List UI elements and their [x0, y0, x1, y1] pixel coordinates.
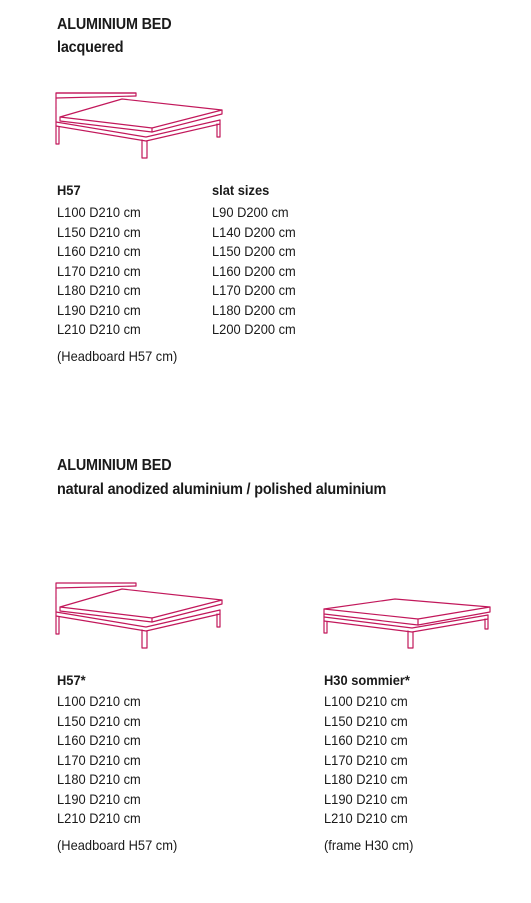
list-item: L210 D210 cm: [57, 321, 141, 337]
list-item: L180 D210 cm: [324, 771, 408, 787]
list-item: L190 D210 cm: [57, 301, 141, 318]
list-item: L200 D200 cm: [212, 321, 296, 337]
list-item: L150 D210 cm: [57, 712, 141, 729]
list-item: L190 D210 cm: [324, 790, 408, 807]
section1-right-heading: slat sizes: [212, 182, 270, 198]
list-item: L170 D200 cm: [212, 282, 296, 298]
list-item: L100 D210 cm: [57, 693, 141, 709]
list-item: L210 D210 cm: [324, 810, 408, 826]
list-item: L160 D210 cm: [324, 732, 408, 748]
list-item: L90 D200 cm: [212, 204, 289, 220]
list-item: L180 D210 cm: [57, 771, 141, 787]
list-item: L170 D210 cm: [324, 751, 408, 768]
list-item: L140 D200 cm: [212, 223, 296, 240]
section1-subtitle: lacquered: [57, 39, 124, 56]
bed-with-headboard-drawing: [52, 580, 227, 652]
section1-left-size-list: [57, 203, 148, 340]
section1-left-heading: H57: [57, 182, 81, 198]
sommier-drawing: [320, 597, 495, 652]
section2-right-size-list: [324, 692, 415, 829]
list-item: L150 D210 cm: [324, 712, 408, 729]
section2-left-note: (Headboard H57 cm): [57, 837, 178, 853]
list-item: L170 D210 cm: [57, 262, 141, 279]
section1-right-size-list: [212, 203, 303, 340]
bed-with-headboard-drawing: [52, 90, 227, 162]
section2-title: ALUMINIUM BED: [57, 457, 172, 474]
list-item: L150 D210 cm: [57, 223, 141, 240]
list-item: L150 D200 cm: [212, 243, 296, 259]
section2-right-note: (frame H30 cm): [324, 837, 414, 853]
list-item: L160 D210 cm: [57, 732, 141, 748]
section2-right-heading: H30 sommier*: [324, 672, 410, 688]
list-item: L210 D210 cm: [57, 810, 141, 826]
list-item: L100 D210 cm: [324, 693, 408, 709]
list-item: L100 D210 cm: [57, 204, 141, 220]
section1-title: ALUMINIUM BED: [57, 16, 172, 33]
list-item: L190 D210 cm: [57, 790, 141, 807]
section2-left-size-list: [57, 692, 148, 829]
list-item: L160 D200 cm: [212, 262, 296, 279]
list-item: L180 D210 cm: [57, 282, 141, 298]
list-item: L160 D210 cm: [57, 243, 141, 259]
section2-left-heading: H57*: [57, 672, 86, 688]
section1-left-note: (Headboard H57 cm): [57, 348, 178, 364]
list-item: L170 D210 cm: [57, 751, 141, 768]
list-item: L180 D200 cm: [212, 301, 296, 318]
section2-subtitle: natural anodized aluminium / polished aluminium: [57, 481, 387, 498]
